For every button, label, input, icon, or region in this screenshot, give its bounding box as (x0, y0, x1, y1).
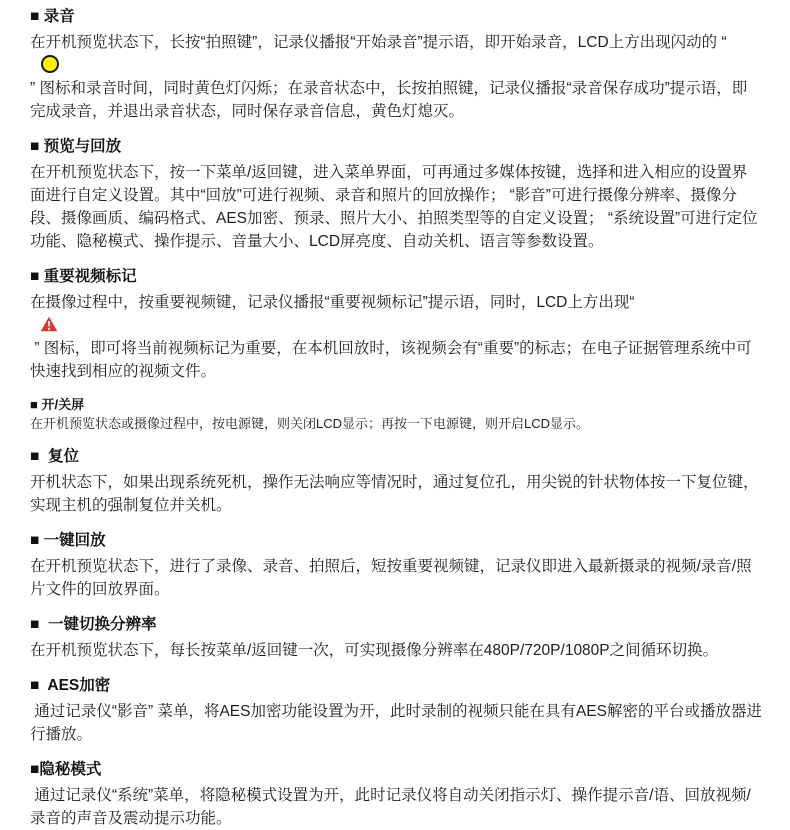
section-heading: ■ 录音 (30, 8, 75, 25)
manual-section-recording (30, 6, 762, 123)
section-body (30, 31, 762, 123)
manual-content (30, 6, 762, 830)
section-body (30, 471, 762, 517)
section-body (30, 639, 762, 662)
section-body (30, 555, 762, 601)
body-text: 在开机预览状态下，按一下菜单/返回键，进入菜单界面，可再通过多媒体按键，选择和进入相应的设置界面进行自定义设置。其中“回放”可进行视频、录音和照片的回放操作； “影音”可进行摄像分辨率、摄像分段、摄像画质、编码格式、AES加密、预录、照片大小、拍照类型等的自定义设置； “系统设置”可进行定位功能、隐秘模式、操作提示、音量大小、LCD屏亮度、自动关机、语言等参数设置。 (30, 164, 758, 250)
section-heading: ■ 预览与回放 (30, 138, 122, 155)
manual-section-reset (30, 446, 762, 517)
section-body (30, 291, 762, 383)
section-heading: ■ 开/关屏 (30, 397, 85, 412)
body-text: 在开机预览状态或摄像过程中，按电源键，则关闭LCD显示；再按一下电源键，则开启LCD显示。 (30, 416, 590, 431)
section-body (30, 161, 762, 253)
manual-section-stealth-mode (30, 759, 762, 830)
body-text: 在摄像过程中，按重要视频键，记录仪播报“重要视频标记”提示语，同时，LCD上方出现“ (30, 294, 635, 311)
manual-section-one-key-playback (30, 530, 762, 601)
section-heading: ■ 一键切换分辨率 (30, 616, 157, 633)
section-heading: ■隐秘模式 (30, 761, 102, 778)
body-text: ” 图标和录音时间，同时黄色灯闪烁；在录音状态中，长按拍照键，记录仪播报“录音保存成功”提示语，即完成录音，并退出录音状态，同时保存录音信息，黄色灯熄灭。 (30, 80, 748, 120)
body-text: 通过记录仪“系统”菜单，将隐秘模式设置为开，此时记录仪将自动关闭指示灯、操作提示音/语、回放视频/录音的声音及震动提示功能。 (30, 787, 751, 827)
section-heading: ■ 复位 (30, 448, 79, 465)
section-heading: ■ 一键回放 (30, 532, 106, 549)
manual-section-one-key-resolution (30, 614, 762, 662)
section-heading: ■ AES加密 (30, 677, 111, 694)
important-video-warning-icon (40, 316, 58, 332)
body-text: ” 图标，即可将当前视频标记为重要，在本机回放时，该视频会有“重要”的标志；在电子证据管理系统中可快速找到相应的视频文件。 (30, 340, 752, 380)
section-body (30, 700, 762, 746)
body-text: 在开机预览状态下，进行了录像、录音、拍照后，短按重要视频键，记录仪即进入最新摄录的视频/录音/照片文件的回放界面。 (30, 558, 752, 598)
body-text: 开机状态下，如果出现系统死机，操作无法响应等情况时，通过复位孔，用尖锐的针状物体按一下复位键，实现主机的强制复位并关机。 (30, 474, 759, 514)
body-text: 在开机预览状态下，长按“拍照键”，记录仪播报“开始录音”提示语，即开始录音，LCD上方出现闪动的 “ (30, 34, 727, 51)
section-body (30, 784, 762, 830)
section-body (30, 415, 762, 433)
section-heading: ■ 重要视频标记 (30, 268, 137, 285)
manual-section-preview-playback (30, 136, 762, 253)
recording-indicator-icon (41, 55, 59, 73)
body-text: 通过记录仪“影音” 菜单，将AES加密功能设置为开，此时录制的视频只能在具有AES解密的平台或播放器进行播放。 (30, 703, 762, 743)
body-text: 在开机预览状态下，每长按菜单/返回键一次，可实现摄像分辨率在480P/720P/1080P之间循环切换。 (30, 642, 719, 659)
manual-section-aes-encryption (30, 675, 762, 746)
manual-section-screen-on-off (30, 396, 762, 433)
manual-section-important-video-mark (30, 266, 762, 383)
